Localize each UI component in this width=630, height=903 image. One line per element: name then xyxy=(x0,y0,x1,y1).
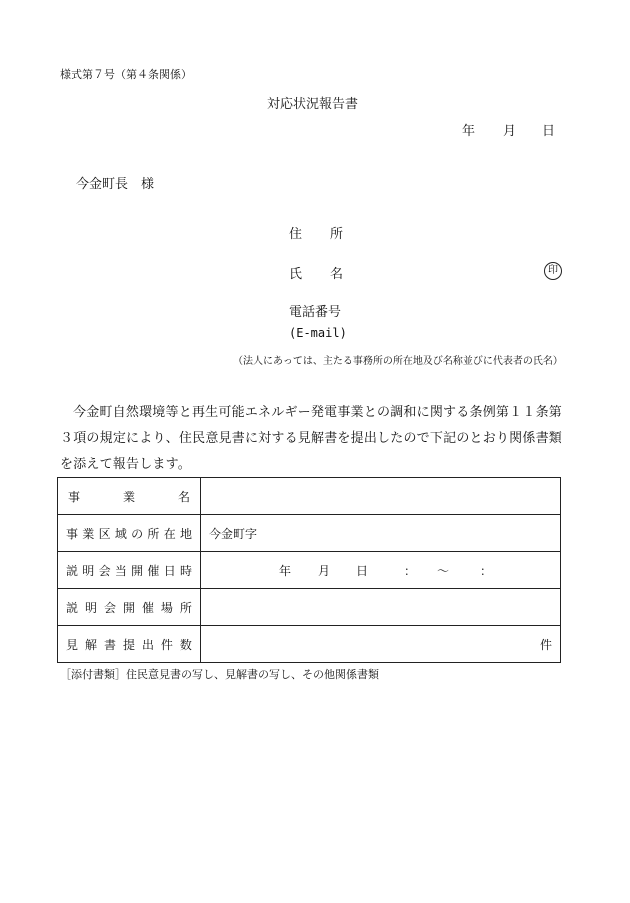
table-row xyxy=(58,589,561,626)
label-char: 名 xyxy=(177,489,190,504)
datetime-tilde: ～ xyxy=(437,564,450,578)
label-char: 説 xyxy=(66,563,79,578)
address-label-char-2: 所 xyxy=(330,227,344,242)
addressee: 今金町長 様 xyxy=(76,177,155,192)
label-char: 日 xyxy=(163,563,176,578)
report-details-table xyxy=(57,477,561,663)
value-meeting-datetime[interactable] xyxy=(201,552,561,589)
label-char: 所 xyxy=(179,600,192,615)
label-char: 場 xyxy=(160,600,173,615)
value-business-name[interactable] xyxy=(201,478,561,515)
datetime-year: 年 xyxy=(279,564,292,578)
seal-mark: 印 xyxy=(544,262,562,280)
label-char: 見 xyxy=(66,637,79,652)
label-business-name xyxy=(58,478,201,515)
label-meeting-datetime xyxy=(58,552,201,589)
label-char: 件 xyxy=(160,637,173,652)
label-char: 業 xyxy=(82,526,95,541)
label-char: 開 xyxy=(131,563,144,578)
table-row xyxy=(58,626,561,663)
label-char: 所 xyxy=(147,526,160,541)
value-business-location[interactable]: 今金町字 xyxy=(201,515,561,552)
label-meeting-place xyxy=(58,589,201,626)
label-char: 明 xyxy=(84,600,97,615)
label-char: 出 xyxy=(141,637,154,652)
datetime-month: 月 xyxy=(318,564,331,578)
table-row xyxy=(58,478,561,515)
label-char: 事 xyxy=(68,489,81,504)
document-title: 対応状況報告書 xyxy=(267,97,359,112)
label-char: 事 xyxy=(66,526,79,541)
name-label-char-1: 氏 xyxy=(289,267,303,282)
phone-label: 電話番号 xyxy=(289,305,342,320)
datetime-day: 日 xyxy=(356,564,369,578)
label-char: 会 xyxy=(98,563,111,578)
datetime-colon-end: ： xyxy=(480,564,493,578)
label-char: 時 xyxy=(179,563,192,578)
date-day-label: 日 xyxy=(542,124,556,139)
attachments-note: ［添付書類］住民意見書の写し、見解書の写し、その他関係書類 xyxy=(60,668,379,681)
label-char: 開 xyxy=(122,600,135,615)
date-year-label: 年 xyxy=(462,124,476,139)
label-char: 業 xyxy=(122,489,135,504)
datetime-colon-start: ： xyxy=(404,564,417,578)
name-label-char-2: 名 xyxy=(330,267,344,282)
label-char: 当 xyxy=(114,563,127,578)
label-char: 説 xyxy=(66,600,79,615)
label-char: 区 xyxy=(98,526,111,541)
value-meeting-place[interactable] xyxy=(201,589,561,626)
email-label: (E-mail) xyxy=(289,326,347,340)
label-char: 書 xyxy=(103,637,116,652)
label-char: 解 xyxy=(84,637,97,652)
table-row xyxy=(58,515,561,552)
address-label-char-1: 住 xyxy=(289,227,303,242)
label-char: 数 xyxy=(179,637,192,652)
label-business-location xyxy=(58,515,201,552)
label-char: 在 xyxy=(163,526,176,541)
report-body-text: 今金町自然環境等と再生可能エネルギー発電事業との調和に関する条例第１１条第３項の規定により、住民意見書に対する見解書を提出したので下記のとおり関係書類を添えて報告します。 xyxy=(60,405,562,472)
form-number: 様式第７号（第４条関係） xyxy=(60,68,192,81)
label-char: 地 xyxy=(179,526,192,541)
table-row xyxy=(58,552,561,589)
label-opinion-count xyxy=(58,626,201,663)
corporation-note: （法人にあっては、主たる事務所の所在地及び名称並びに代表者の氏名） xyxy=(233,356,563,367)
date-month-label: 月 xyxy=(503,124,517,139)
label-char: 催 xyxy=(147,563,160,578)
value-opinion-count[interactable]: 件 xyxy=(201,626,561,663)
label-char: 会 xyxy=(103,600,116,615)
label-char: 提 xyxy=(122,637,135,652)
label-char: 催 xyxy=(141,600,154,615)
label-char: の xyxy=(131,526,144,541)
label-char: 明 xyxy=(82,563,95,578)
label-char: 域 xyxy=(114,526,127,541)
